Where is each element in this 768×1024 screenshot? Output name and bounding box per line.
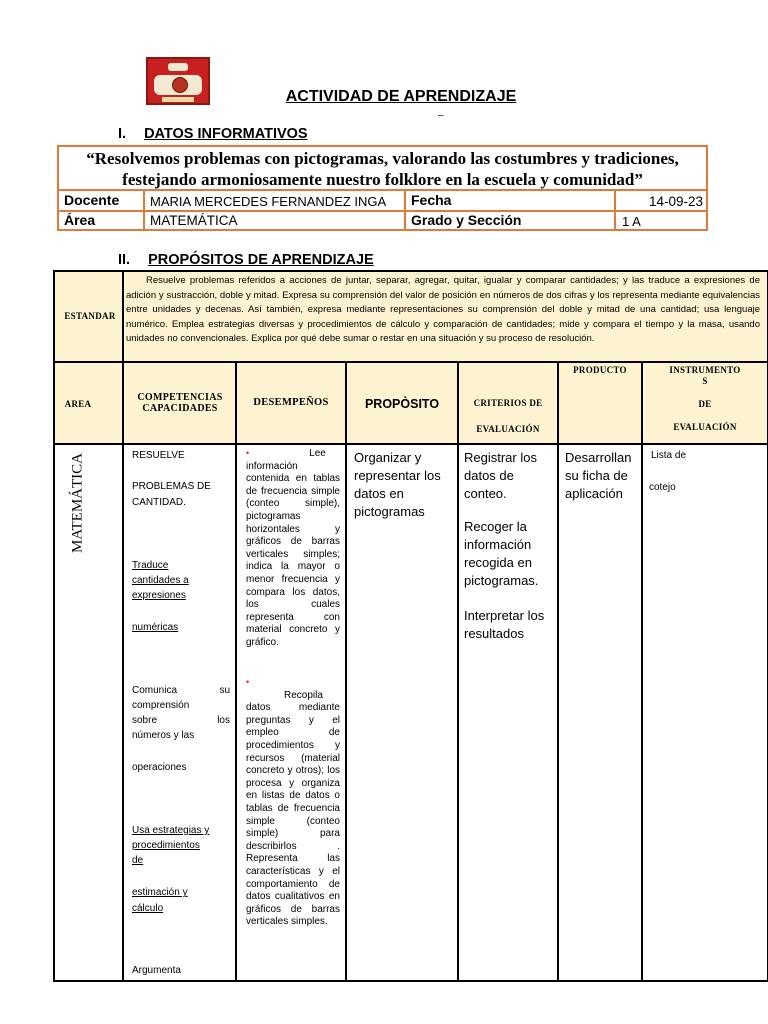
header-criterios: CRITERIOS DE EVALUACIÓN — [473, 398, 543, 434]
cap3-b: procedimientos — [132, 840, 200, 851]
producto-text: Desarrollan su ficha de aplicación — [565, 450, 632, 501]
area-label: Área — [64, 212, 96, 228]
page-title: ACTIVIDAD DE APRENDIZAJE — [285, 88, 517, 105]
proposito-text: Organizar y representar los datos en pictogramas — [354, 450, 441, 519]
header-producto: PRODUCTO — [573, 365, 627, 375]
instrumento-1: Lista de — [651, 450, 687, 461]
cap1-a: Traduce — [132, 560, 169, 571]
header-proposito: PROPÒSITO — [364, 397, 440, 411]
activity-quote: “Resolvemos problemas con pictogramas, valorando las costumbres y tradiciones, festejando armoniosamente nuestro folklore en la escuela y comunidad” — [86, 149, 679, 189]
cap1-c: expresiones — [132, 590, 186, 601]
section-2-heading: II. PROPÓSITOS DE APRENDIZAJE — [118, 252, 374, 268]
desempeno-1: • Lee información contenida en tablas de frecuencia simple (conteo simple), pictogramas horizontales y gráficos de barras verticales simples; indica la mayor o menor frecuencia y compara los datos, los cuales representa con material concreto y gráfico. — [246, 448, 340, 648]
docente-value: MARIA MERCEDES FERNANDEZ INGA — [150, 194, 387, 209]
area-value: MATEMÁTICA — [150, 213, 238, 228]
desempeno-2: • Recopila datos mediante preguntas y el empleo de procedimientos y recursos (material concreto y otros); los procesa y organiza en listas de datos o tablas de frecuencia simple (conteo simple) para describirlos . Representa las características y el comportamiento de datos cualitativos en gráficos de barras verticales simples. — [246, 677, 340, 928]
cap2-d: números y las — [132, 730, 195, 741]
bullet-icon: • — [246, 677, 250, 687]
cap2-c: sobre los — [132, 715, 230, 726]
header-area: AREA — [64, 399, 92, 409]
cap3-d: estimación y — [132, 887, 188, 898]
competencia-3: CANTIDAD. — [132, 497, 186, 508]
grado-label: Grado y Sección — [411, 212, 522, 228]
cap2-e: operaciones — [132, 762, 187, 773]
header-competencias: COMPETENCIAS CAPACIDADES — [137, 392, 223, 414]
header-desempenos: DESEMPEÑOS — [253, 397, 329, 408]
docente-label: Docente — [64, 192, 120, 208]
criterio-3: Interpretar los resultados — [464, 608, 545, 641]
bullet-icon: • — [246, 448, 250, 458]
fecha-label: Fecha — [411, 192, 452, 208]
estandar-text: Resuelve problemas referidos a acciones de juntar, separar, agregar, quitar, igualar y comparar cantidades; y las traduce a expresiones de adición y sustracción, doble y mitad. Expresa su comprensión del valor de posición en números de dos cifras y los representa mediante equivalencias entre unidades y decenas. Así también, expresa mediante representaciones su comprensión del doble y mitad de una cantidad; usa lenguaje numérico. Emplea estrategias diversas y procedimientos de cálculo y comparación de cantidades; mide y compara el tiempo y la masa, usando unidades no convencionales. Explica por qué debe sumar o restar en una situación y su proceso de resolución. — [126, 275, 760, 344]
cap4: Argumenta — [132, 965, 181, 976]
cap3-c: de — [132, 855, 144, 866]
criterio-1: Registrar los datos de conteo. — [464, 450, 537, 501]
cap1-b: cantidades a — [132, 575, 189, 586]
grado-value: 1 A — [622, 214, 641, 229]
competencia-2: PROBLEMAS DE — [132, 481, 211, 492]
estandar-label: ESTANDAR — [64, 311, 116, 321]
cap2-a: Comunica su — [132, 685, 230, 696]
header-instrumentos: INSTRUMENTO S DE EVALUACIÓN — [669, 365, 741, 432]
area-vertical-label: MATEMÁTICA — [69, 453, 86, 553]
competencia-1: RESUELVE — [132, 450, 185, 461]
criterio-2: Recoger la información recogida en pictogramas. — [464, 519, 539, 588]
cap3-a: Usa estrategias y — [132, 825, 210, 836]
fecha-value: 14-09-23 — [649, 194, 704, 209]
instrumento-2: cotejo — [649, 482, 676, 493]
cap3-e: cálculo — [132, 903, 164, 914]
cap2-b: comprensión — [132, 700, 190, 711]
section-1-heading: I. DATOS INFORMATIVOS — [118, 126, 308, 142]
cap1-d: numéricas — [132, 622, 179, 633]
dash-mark: – — [438, 110, 444, 121]
